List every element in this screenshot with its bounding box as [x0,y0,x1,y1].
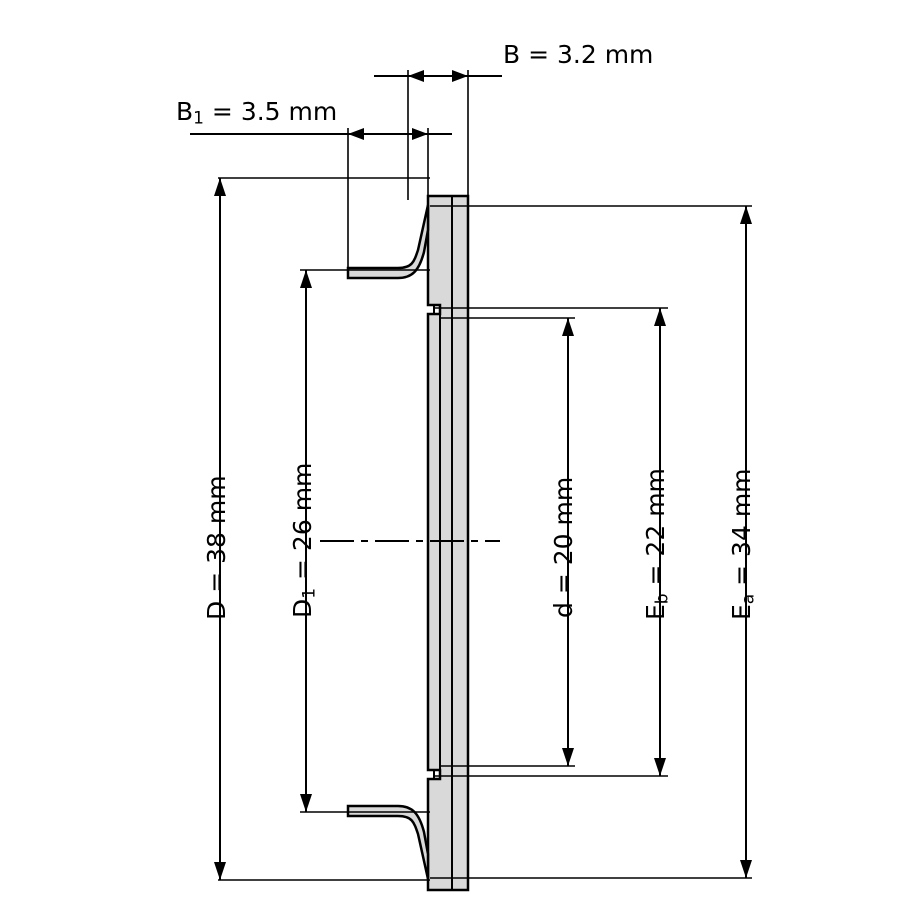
top-shield-arm [348,205,428,278]
dimension-label-Ea: $E_a = 34$ mm [727,468,759,620]
dim-line-B1 [190,128,452,140]
dimension-label-D: D = 38 mm [202,475,231,620]
bearing-body [348,196,468,890]
dimension-label-d: d = 20 mm [549,476,578,618]
dimension-label-B1: $B_1 = 3.5$ mm [176,97,338,129]
bottom-shield-arm [348,806,428,879]
dim-line-B [374,70,502,82]
outer-ring-profile [428,196,468,890]
dimension-label-B: B = 3.2 mm [503,40,654,69]
dimension-label-Eb: $E_b = 22$ mm [641,468,673,620]
dimension-label-D1: $D_1 = 26$ mm [288,462,320,618]
